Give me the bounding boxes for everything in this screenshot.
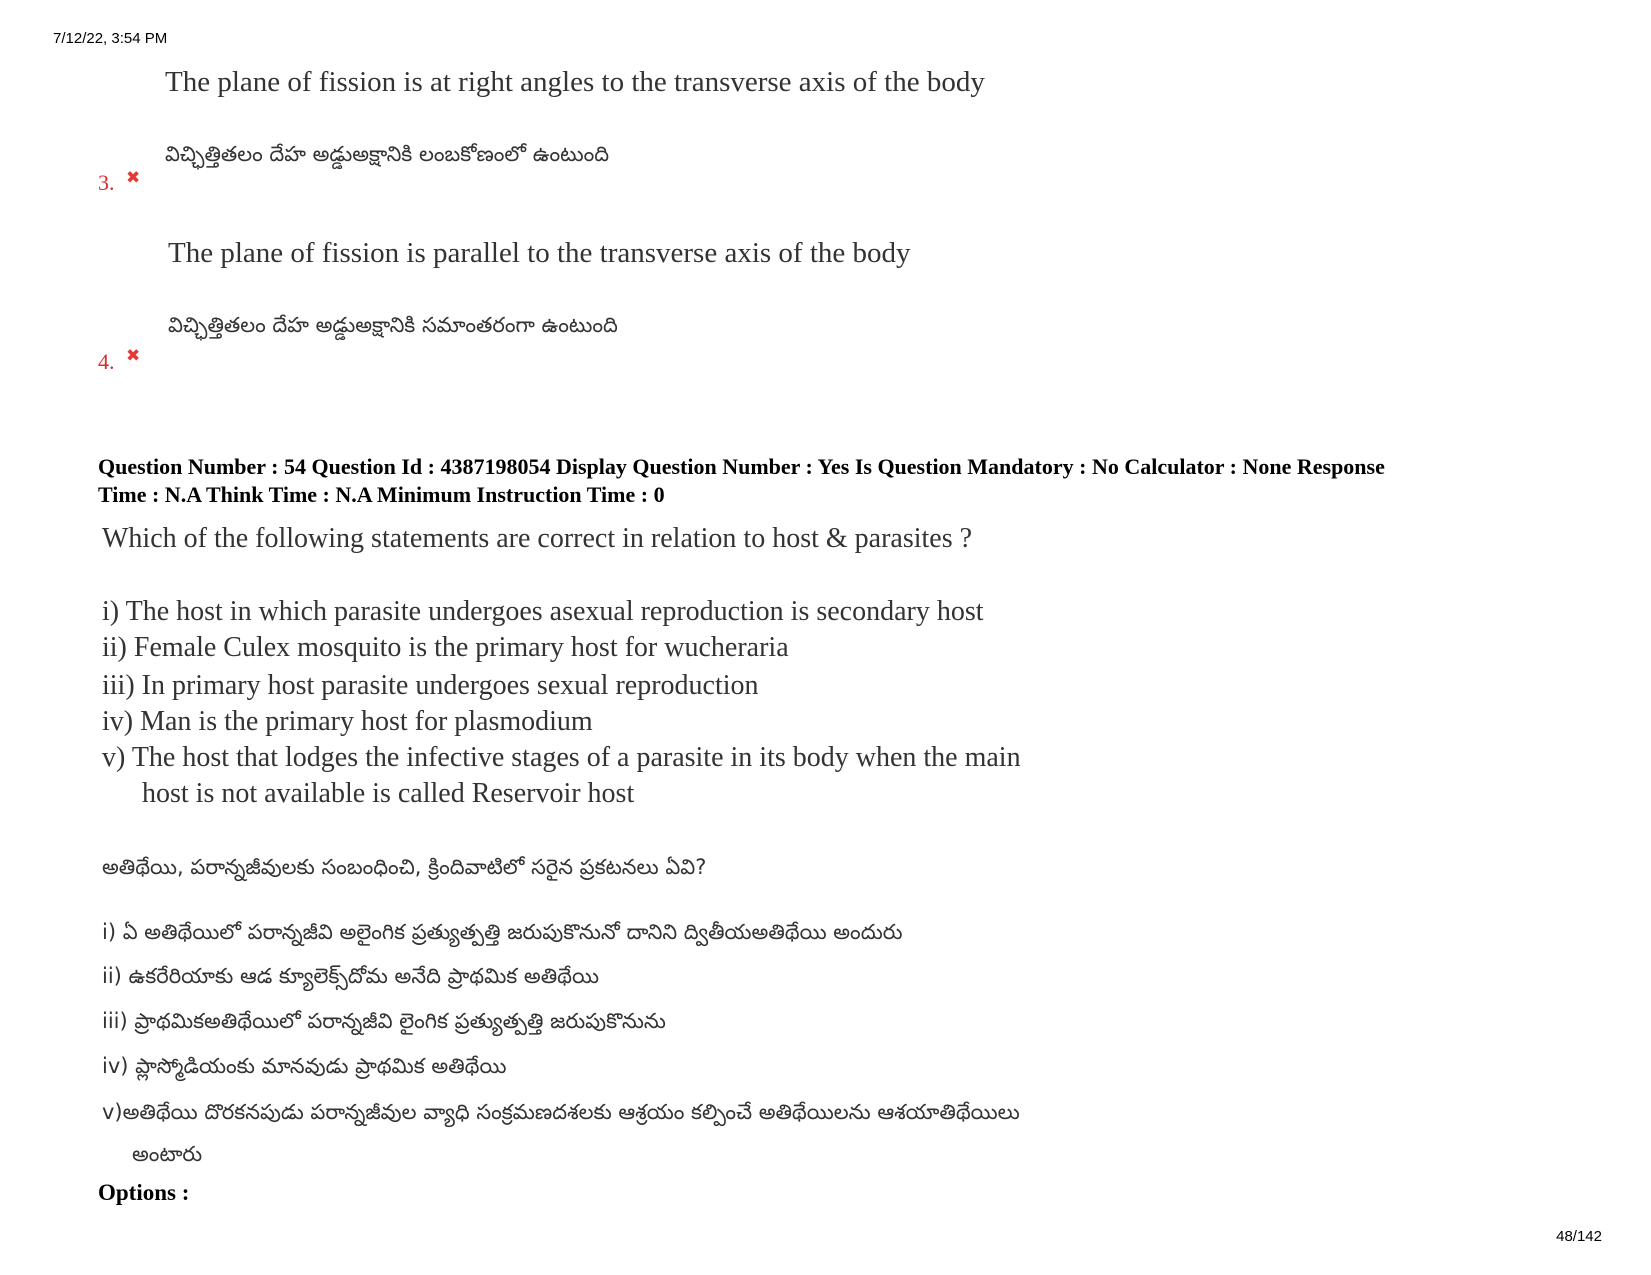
statement-telugu-3: iii) ప్రాథమికఅతిథేయిలో పరాన్నజీవి లైంగిక ప్రత్యుత్పత్తి జరుపుకొనును: [102, 1009, 666, 1033]
question-stem-english: Which of the following statements are correct in relation to host & parasites ?: [102, 523, 973, 554]
option-3-number: 3.: [98, 170, 115, 195]
question-meta-line-2: Time : N.A Think Time : N.A Minimum Instruction Time : 0: [98, 482, 665, 507]
statement-english-2: ii) Female Culex mosquito is the primary host for wucheraria: [102, 632, 789, 663]
option-4-english: The plane of fission is parallel to the transverse axis of the body: [168, 237, 911, 269]
question-meta-line-1: Question Number : 54 Question Id : 4387198054 Display Question Number : Yes Is Question Mandatory : No Calculator : None Response: [98, 454, 1385, 479]
statement-telugu-2: ii) ఉకరేరియాకు ఆడ క్యూలెక్స్‌దోమ అనేది ప్రాథమిక అతిథేయి: [102, 964, 599, 988]
cross-icon: ✖: [126, 346, 141, 366]
option-3-english: The plane of fission is at right angles to the transverse axis of the body: [165, 66, 985, 98]
question-stem-telugu: అతిథేయి, పరాన్నజీవులకు సంబంధించి, క్రిందివాటిలో సరైన ప్రకటనలు ఏవి?: [102, 855, 707, 879]
statement-english-5: v) The host that lodges the infective stages of a parasite in its body when the main: [102, 742, 1021, 773]
statement-telugu-5-cont: అంటారు: [132, 1142, 203, 1166]
statement-english-3: iii) In primary host parasite undergoes sexual reproduction: [102, 670, 759, 701]
option-3-telugu: విచ్ఛిత్తితలం దేహ అడ్డుఅక్షానికి లంబకోణంలో ఉంటుంది: [165, 142, 610, 166]
print-timestamp: 7/12/22, 3:54 PM: [53, 30, 168, 47]
statement-english-5-cont: host is not available is called Reservoir host: [142, 778, 635, 809]
cross-icon: ✖: [126, 168, 141, 188]
statement-english-4: iv) Man is the primary host for plasmodium: [102, 706, 593, 737]
statement-telugu-4: iv) ప్లాస్మోడియంకు మానవుడు ప్రాథమిక అతిథేయి: [102, 1054, 507, 1078]
statement-telugu-1: i) ఏ అతిథేయిలో పరాన్నజీవి అలైంగిక ప్రత్యుత్పత్తి జరుపుకొనునో దానిని ద్వితీయఅతిథేయి అందురు: [102, 920, 903, 944]
page-number: 48/142: [1556, 1228, 1602, 1245]
option-4-telugu: విచ్ఛిత్తితలం దేహ అడ్డుఅక్షానికి సమాంతరంగా ఉంటుంది: [168, 313, 618, 337]
statement-telugu-5: v)అతిథేయి దొరకనపుడు పరాన్నజీవుల వ్యాధి సంక్రమణదశలకు ఆశ్రయం కల్పించే అతిథేయిలను ఆశయాతిథేయిలు: [102, 1100, 1020, 1124]
question-meta: [98, 453, 1578, 509]
options-label: Options :: [98, 1180, 190, 1205]
option-4-number: 4.: [98, 349, 115, 374]
statement-english-1: i) The host in which parasite undergoes asexual reproduction is secondary host: [102, 596, 984, 627]
